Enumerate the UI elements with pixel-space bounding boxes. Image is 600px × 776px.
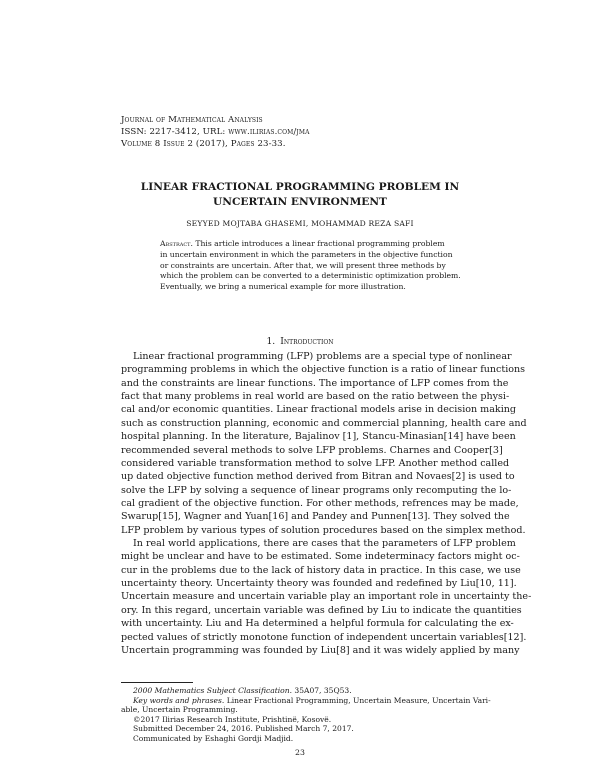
body-line: hospital planning. In the literature, Bajalinov [1], Stancu-Minasian[14] have been: [121, 431, 516, 443]
abstract-label: Abstract.: [160, 239, 193, 248]
footnote-keywords: [121, 695, 491, 706]
paper-title: [100, 180, 500, 210]
body-line: Uncertain programming was founded by Liu[8] and it was widely applied by many: [121, 644, 520, 656]
body-line: with uncertainty. Liu and Ha determined a helpful formula for calculating the ex-: [121, 618, 514, 630]
abstract-text: This article introduces a linear fractional programming problem: [195, 239, 445, 248]
journal-name: Journal of Mathematical Analysis: [121, 115, 263, 125]
body-line: In real world applications, there are cases that the parameters of LFP problem: [133, 538, 516, 550]
footnote-communicated: Communicated by Eshaghi Gordji Madjid.: [133, 733, 294, 743]
abstract-line: Eventually, we bring a numerical example for more illustration.: [160, 282, 406, 292]
volume-issue-line: Volume 8 Issue 2 (2017), Pages 23-33.: [121, 139, 286, 150]
abstract: [160, 239, 461, 293]
body-line: might be unclear and have to be estimated. Some indeterminacy factors might oc-: [121, 551, 520, 563]
footnote-divider: [121, 682, 193, 683]
footnotes: [121, 686, 491, 744]
body-line: cal gradient of the objective function. For other methods, refrences may be made,: [121, 497, 519, 509]
body-line: such as construction planning, economic and commercial planning, health care and: [121, 417, 527, 429]
abstract-line: which the problem can be converted to a deterministic optimization problem.: [160, 271, 461, 281]
body-line: fact that many problems in real world are based on the ratio between the physi-: [121, 391, 510, 403]
page-number: 23: [295, 748, 305, 757]
msc-value: 35A07, 35Q53.: [294, 686, 352, 695]
body-text: [121, 350, 532, 657]
journal-header: [121, 114, 501, 151]
section-number: 1.: [266, 336, 276, 347]
body-line: Linear fractional programming (LFP) problems are a special type of nonlinear: [133, 351, 512, 362]
abstract-line: in uncertain environment in which the parameters in the objective function: [160, 249, 453, 259]
keywords-label: Key words and phrases.: [133, 695, 225, 705]
body-line: recommended several methods to solve LFP problems. Charnes and Cooper[3]: [121, 444, 503, 456]
body-line: up dated objective function method derived from Bitran and Novaes[2] is used to: [121, 471, 515, 483]
section-heading: [100, 336, 500, 347]
body-line: cur in the problems due to the lack of history data in practice. In this case, we use: [121, 564, 521, 576]
body-line: considered variable transformation method to solve LFP. Another method called: [121, 457, 510, 469]
section-title: Introduction: [280, 336, 334, 347]
footnote-keywords-cont: able, Uncertain Programming.: [121, 705, 238, 715]
abstract-line: [160, 239, 445, 250]
body-line: pected values of strictly monotone function of independent uncertain variables[12].: [121, 631, 527, 643]
footnote-submitted: Submitted December 24, 2016. Published March 7, 2017.: [133, 724, 354, 734]
body-line: and the constraints are linear functions. The importance of LFP comes from the: [121, 377, 509, 389]
body-line: LFP problem by various types of solution procedures based on the simplex method.: [121, 524, 526, 536]
msc-label: 2000 Mathematics Subject Classification.: [133, 686, 292, 695]
title-line-2: UNCERTAIN ENVIRONMENT: [213, 196, 387, 208]
title-line-1: LINEAR FRACTIONAL PROGRAMMING PROBLEM IN: [140, 181, 460, 193]
body-line: uncertainty theory. Uncertainty theory was founded and redefined by Liu[10, 11].: [121, 578, 517, 590]
footnote-msc: [121, 686, 481, 696]
body-line: solve the LFP by solving a sequence of linear programs only recomputing the lo-: [121, 484, 512, 496]
abstract-line: or constraints are uncertain. After that, we will present three methods by: [160, 260, 446, 270]
authors: SEYYED MOJTABA GHASEMI, MOHAMMAD REZA SAFI: [186, 219, 414, 228]
body-line: cal and/or economic quantities. Linear fractional models arise in decision making: [121, 404, 517, 416]
body-line: Uncertain measure and uncertain variable play an important role in uncertainty the-: [121, 591, 532, 603]
body-line: ory. In this regard, uncertain variable was defined by Liu to indicate the quantities: [121, 604, 522, 616]
body-line: Swarup[15], Wagner and Yuan[16] and Pandey and Punnen[13]. They solved the: [121, 511, 510, 523]
body-line: programming problems in which the objective function is a ratio of linear functions: [121, 364, 526, 376]
keywords-value: Linear Fractional Programming, Uncertain Measure, Uncertain Vari-: [226, 695, 491, 705]
issn-url-line: ISSN: 2217-3412, URL: www.ilirias.com/jma: [121, 127, 310, 138]
footnote-copyright: ©2017 Ilirias Research Institute, Prishtinë, Kosovë.: [133, 714, 332, 724]
